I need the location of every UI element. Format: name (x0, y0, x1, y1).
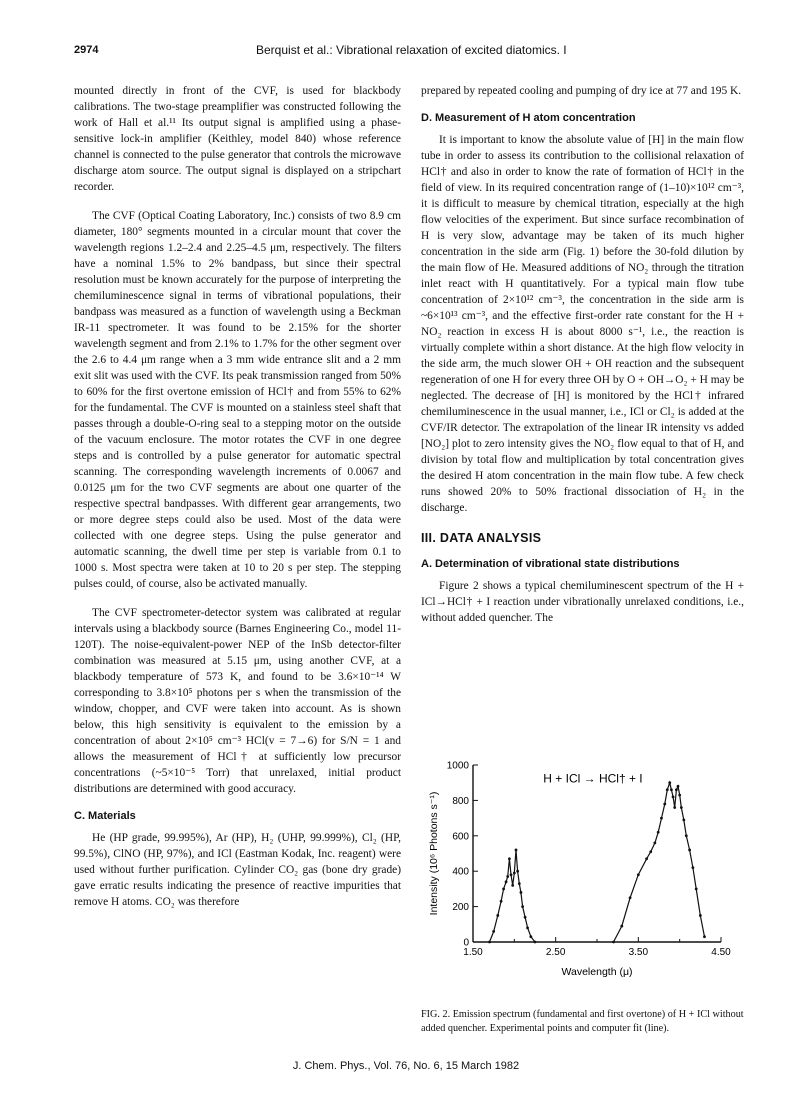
data-point (663, 803, 666, 806)
paragraph: Figure 2 shows a typical chemiluminescent spectrum of the H + ICl→HCl† + I reaction under vibrationally unrelaxed conditions, i.e., without added quencher. The (421, 580, 744, 624)
left-column (74, 83, 401, 910)
data-point (511, 884, 514, 887)
data-point (695, 888, 698, 891)
paragraph: The CVF spectrometer-detector system was calibrated at regular intervals using a blackbody source (Barnes Engineering Co., model 11-120T). The noise-equivalent-power NEP of the InSb detector-filter combination was measured at 5.15 μm, using another CVF, at a blackbody temperature of 573 K, and found to be 3.6×10⁻¹⁴ W corresponding to 3.8×10⁵ photons per s when the transmission of the window, chopper, and CVF were taken into account. As is shown below, this high sensitivity is equivalent to the emission by a concentration of about 2×10⁵ cm⁻³ HCl(v = 7→6) for S/N = 1 and allows the measurement of HCl† at sufficiently low precursor concentrations (~5×10⁻⁵ Torr) that unrelaxed, initial product distributions are determined with good accuracy. (74, 607, 401, 795)
data-point (534, 941, 537, 944)
data-point (513, 872, 516, 875)
paragraph: The CVF (Optical Coating Laboratory, Inc.) consists of two 8.9 cm diameter, 180° segments mounted in a circular mount that cover the wavelength regions 1.2–2.4 and 2.25–4.5 μm, respectively. The filters have a nominal 1.5% to 2% bandpass, but since their spectral resolution must be known accurately for the purpose of interpreting the chemiluminescence signal in terms of vibrational populations, their bandpass was measured as a function of wavelength using a Beckman IR-11 spectrometer. It was found to be 2.15% for the shorter wavelength segment and from 2.1% to 1.7% for the other segment over the 2.6 to 4.4 μm range when a 3 mm wide entrance slit and a 2 mm exit slit was used with the CVF. Its peak transmission ranged from 50% to 60% for the first overtone emission of HCl† and from 55% to 62% for the fundamental. The CVF is mounted on a stainless steel shaft that passes through a double-O-ring seal to a stepping motor on the outside of the vacuum enclosure. The motor rotates the CVF in one degree steps and is controlled by a pulse generator for automatic spectral scanning. The corresponding wavelength increments of 0.0067 and 0.0125 μm for the two CVF segments are about one quarter of the respective spectral bandpasses. With different gear arrangements, two or more degree steps could also be used. Most of the data were collected with one degree steps. Using the pulse generator and automatic scanning, the dwell time per step is variable from 0.1 to 1000 s. Most spectra were taken at 10 to 20 s per step. The stepping pulses could, of course, also be activated manually. (74, 210, 401, 590)
data-point (653, 841, 656, 844)
data-point (688, 849, 691, 852)
data-point (637, 873, 640, 876)
right-column (421, 83, 744, 626)
data-point (516, 870, 519, 873)
data-point (682, 818, 685, 821)
data-point (666, 788, 669, 791)
data-point (670, 788, 673, 791)
data-point (506, 875, 509, 878)
data-point (529, 935, 532, 938)
data-point (521, 905, 524, 908)
x-tick-label: 2.50 (545, 947, 566, 958)
data-point (526, 926, 529, 929)
data-point (508, 857, 511, 860)
data-point (524, 916, 527, 919)
figure-2 (421, 755, 751, 995)
page-number: 2974 (74, 44, 99, 56)
data-point (518, 882, 521, 885)
data-point (673, 806, 676, 809)
footer: J. Chem. Phys., Vol. 76, No. 6, 15 March 1982 (292, 1060, 520, 1072)
spectrum-chart (421, 755, 751, 995)
data-point (678, 794, 681, 797)
y-axis-label: Intensity (10⁶ Photons s⁻¹) (428, 791, 440, 916)
data-point (680, 806, 683, 809)
data-point (660, 817, 663, 820)
y-tick-label: 0 (463, 937, 469, 949)
data-point (496, 914, 499, 917)
section-heading: III. DATA ANALYSIS (421, 531, 542, 545)
paragraph: It is important to know the absolute value of [H] in the main flow tube in order to assess its contribution to the collisional relaxation of HCl† and also in order to know the rate of formation of HCl† in the field of view. In its required concentration range of (1–10)×10¹² cm⁻³, it is difficult to measure by chemical titration, especially at the high flow velocities of the experiment. But since surface recombination of H is very slow, advantage may be taken of its much higher concentration in the side arm (Fig. 1) before the 30-fold dilution by the main flow of He. Measured additions of NO₂ through the titration inlet react with H quantitatively. For a typical main flow tube concentration of 2×10¹² cm⁻³, the concentration in the side arm is ~6×10¹³ cm⁻³, and the effective first-order rate constant for the H + NO₂ reaction in excess H is about 8000 s⁻¹, i.e., the reaction is virtually complete within a short distance. At the high flow velocity in the side arm, the much slower OH + OH reaction and the subsequent regeneration of one H for every three OH by O + OH→O₂ + H may be neglected. The decrease of [H] is monitored by the HCl† infrared chemiluminescence in the usual manner, i.e., ICl or Cl₂ is added at the CVF/IR detector. The extrapolation of the linear IR intensity vs added [NO₂] plot to zero intensity gives the NO₂ flow equal to that of H, and division by total flow and multiplication by total concentration gives the desired H atom concentration in the main flow tube. A few check runs showed 20% to 50% fractional dissociation of H₂ in the discharge. (421, 134, 744, 514)
reaction-label: H + ICl → HCl† + I (543, 771, 643, 786)
data-point (510, 873, 513, 876)
data-point (672, 795, 675, 798)
data-point (657, 831, 660, 834)
y-tick-label: 400 (452, 866, 469, 878)
data-point (515, 849, 518, 852)
data-point (620, 925, 623, 928)
paragraph: mounted directly in front of the CVF, is used for blackbody calibrations. The two-stage preamplifier was constructed following the work of Hall et al.¹¹ Its output signal is amplified using a phase-sensitive lock-in amplifier (Keithley, model 840) whose reference channel is connected to the pulse generator that controls the microwave discharge atom source. The output signal is displayed on a stripchart recorder. (74, 85, 401, 193)
data-point (612, 941, 615, 944)
x-tick-label: 4.50 (711, 947, 731, 958)
section-heading: C. Materials (74, 810, 136, 822)
data-point (505, 880, 508, 883)
data-point (492, 930, 495, 933)
data-point (500, 900, 503, 903)
data-point (488, 941, 491, 944)
paragraph: He (HP grade, 99.995%), Ar (HP), H₂ (UHP, 99.999%), Cl₂ (HP, 99.5%), ClNO (HP, 97%), and ICl (Eastman Kodak, Inc. reagent) were used without further purification. Cylinder CO₂ gas (bone dry grade) gave erratic results indicating the presence of reactive impurities that remove H atoms. CO₂ was therefore (74, 832, 401, 908)
y-tick-label: 200 (452, 902, 469, 914)
data-point (668, 781, 671, 784)
x-tick-label: 1.50 (463, 947, 483, 958)
data-point (685, 834, 688, 837)
y-tick-label: 1000 (446, 760, 469, 772)
paragraph: prepared by repeated cooling and pumping of dry ice at 77 and 195 K. (421, 85, 742, 97)
data-point (675, 788, 678, 791)
data-point (699, 914, 702, 917)
y-tick-label: 600 (452, 831, 469, 843)
data-point (629, 896, 632, 899)
x-tick-label: 3.50 (628, 947, 649, 958)
data-point (703, 935, 706, 938)
y-tick-label: 800 (452, 795, 469, 807)
x-axis-label: Wavelength (μ) (561, 966, 633, 978)
data-point (649, 850, 652, 853)
data-point (502, 888, 505, 891)
data-point (645, 857, 648, 860)
data-point (691, 866, 694, 869)
series-line (614, 783, 705, 942)
figure-caption: FIG. 2. Emission spectrum (fundamental and first overtone) of H + ICl without added quencher. Experimental points and computer fit (line). (421, 1009, 744, 1034)
data-point (677, 785, 680, 788)
data-point (520, 891, 523, 894)
subsection-heading: A. Determination of vibrational state distributions (421, 558, 680, 570)
section-heading: D. Measurement of H atom concentration (421, 112, 636, 124)
running-title: Berquist et al.: Vibrational relaxation of excited diatomics. I (256, 43, 567, 57)
